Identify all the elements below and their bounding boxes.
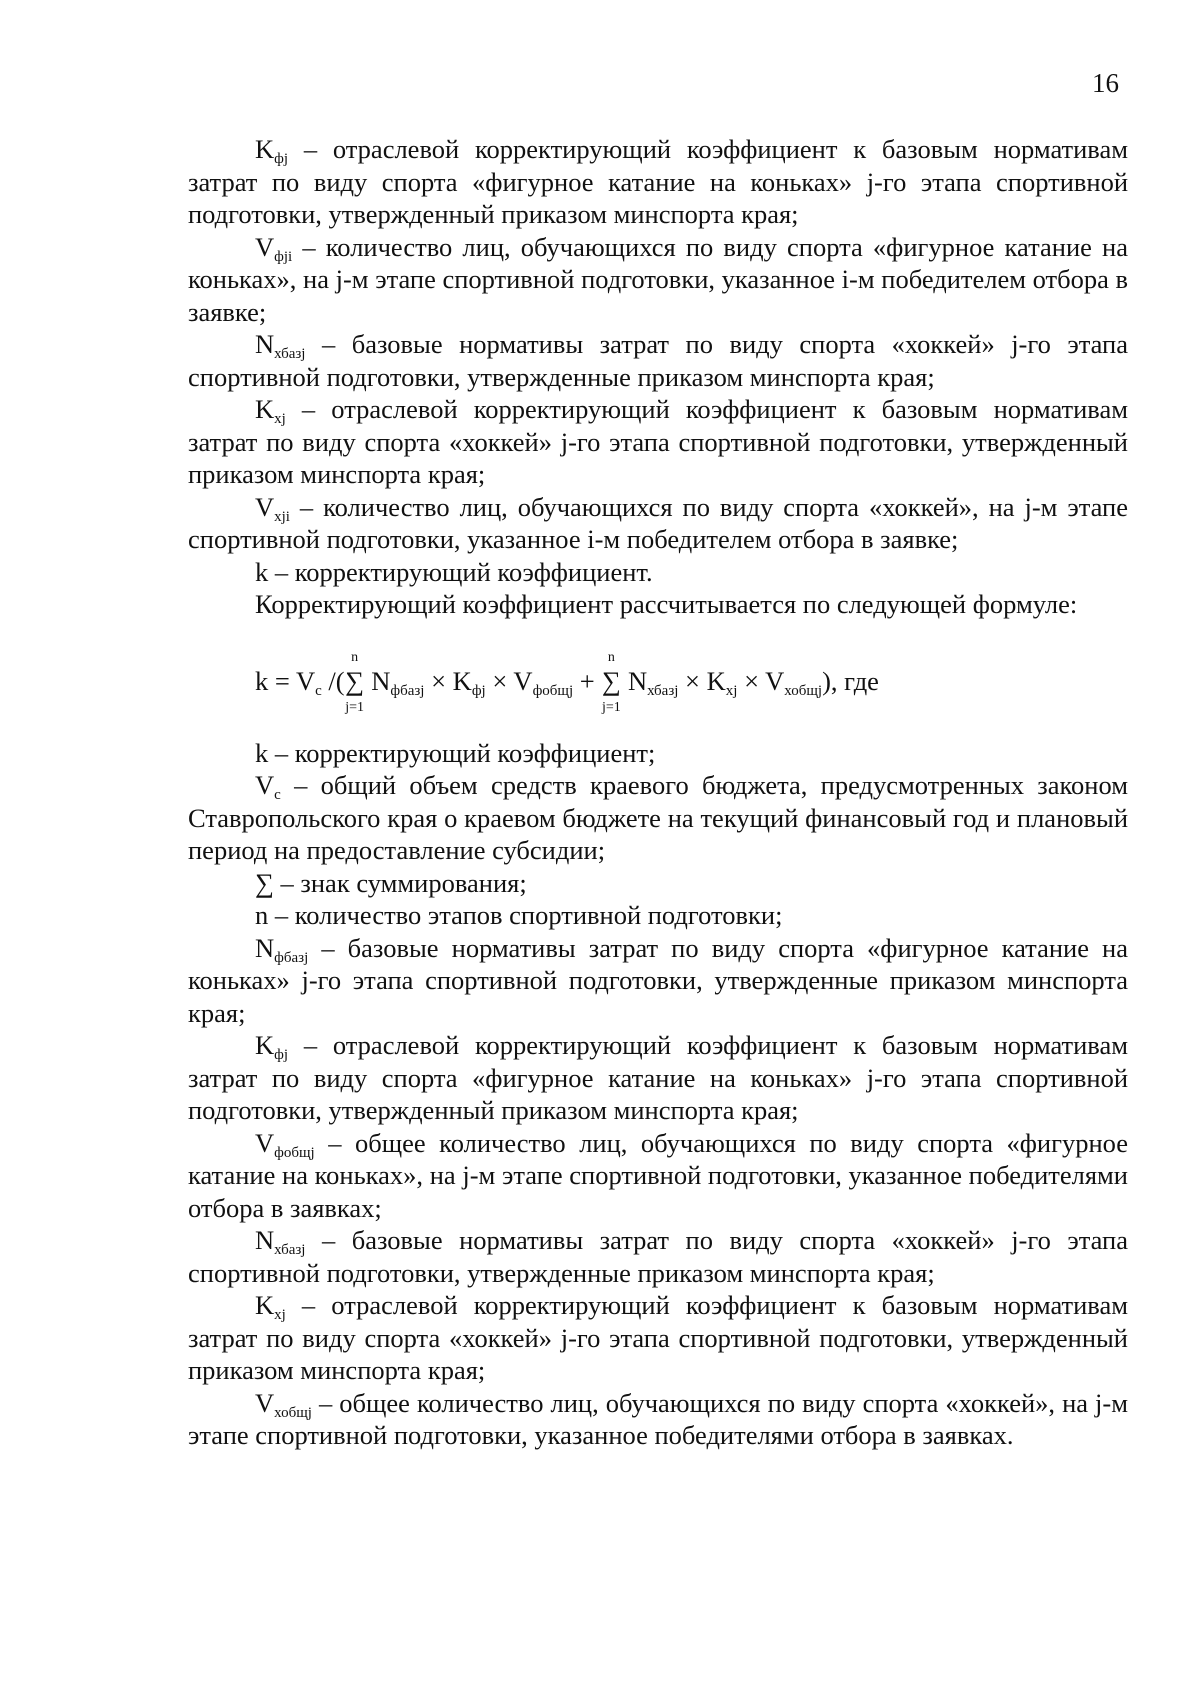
definition-paragraph: $K_{хj}$ – отраслевой корректирующий коэффициент к базовым нормативам затрат по виду спорта «хоккей» j-го этапа спортивной подготовки, утвержденный приказом минспорта края; [188, 394, 1128, 489]
definitions-block-1 [188, 133, 1128, 588]
formula-intro: Корректирующий коэффициент рассчитывается по следующей формуле: [255, 589, 1078, 619]
document-body [188, 133, 1128, 1452]
definition-paragraph: $V_{хji}$ – количество лиц, обучающихся по виду спорта «хоккей», на j-м этапе спортивной подготовки, указанное i-м победителем отбора в заявке; [188, 491, 1128, 554]
sum-symbol-2: n ∑ j=1 [601, 649, 621, 715]
definition-paragraph: $V_с$ – общий объем средств краевого бюджета, предусмотренных законом Ставропольского края о краевом бюджете на текущий финансовый год и плановый период на предоставление субсидии; [188, 770, 1128, 865]
definition-paragraph: $N_{хбазj}$ – базовые нормативы затрат по виду спорта «хоккей» j-го этапа спортивной подготовки, утвержденные приказом минспорта края; [188, 329, 1128, 392]
formula-expression: $k = V_с$ /( n ∑ j=1 $N_{фбазj} \times K_{фj} \times V_{фобщj}$ + n ∑ j=1 $N_{хбазj} \times K_{хj} \times V_{хобщj}$), где [255, 649, 879, 715]
definition-paragraph: $N_{фбазj}$ – базовые нормативы затрат по виду спорта «фигурное катание на коньках» j-го этапа спортивной подготовки, утвержденные приказом минспорта края; [188, 932, 1128, 1028]
sum-symbol-1: n ∑ j=1 [345, 649, 365, 715]
definition-paragraph: $V_{фобщj}$ – общее количество лиц, обучающихся по виду спорта «фигурное катание на коньках», на j-м этапе спортивной подготовки, указанное победителями отбора в заявках; [188, 1127, 1128, 1223]
definition-paragraph: ∑ – знак суммирования; [255, 867, 527, 898]
definition-paragraph: k – корректирующий коэффициент; [255, 737, 656, 768]
definition-paragraph: $V_{хобщj}$ – общее количество лиц, обучающихся по виду спорта «хоккей», на j-м этапе спортивной подготовки, указанное победителями отбора в заявках. [188, 1387, 1128, 1450]
definitions-block-2 [188, 737, 1128, 1452]
definition-paragraph: $N_{хбазj}$ – базовые нормативы затрат по виду спорта «хоккей» j-го этапа спортивной подготовки, утвержденные приказом минспорта края; [188, 1225, 1128, 1288]
definition-paragraph: $K_{фj}$ – отраслевой корректирующий коэффициент к базовым нормативам затрат по виду спорта «фигурное катание на коньках» j-го этапа спортивной подготовки, утвержденный приказом минспорта края; [188, 134, 1128, 229]
definition-paragraph: $V_{фji}$ – количество лиц, обучающихся по виду спорта «фигурное катание на коньках», на j-м этапе спортивной подготовки, указанное i-м победителем отбора в заявке; [188, 231, 1128, 327]
page-number: 16 [1092, 68, 1119, 98]
definition-paragraph: $K_{фj}$ – отраслевой корректирующий коэффициент к базовым нормативам затрат по виду спорта «фигурное катание на коньках» j-го этапа спортивной подготовки, утвержденный приказом минспорта края; [188, 1030, 1128, 1125]
definition-paragraph: $K_{хj}$ – отраслевой корректирующий коэффициент к базовым нормативам затрат по виду спорта «хоккей» j-го этапа спортивной подготовки, утвержденный приказом минспорта края; [188, 1290, 1128, 1385]
definition-paragraph: n – количество этапов спортивной подготовки; [255, 900, 783, 930]
formula [188, 621, 1128, 737]
definition-paragraph: k – корректирующий коэффициент. [255, 556, 653, 587]
